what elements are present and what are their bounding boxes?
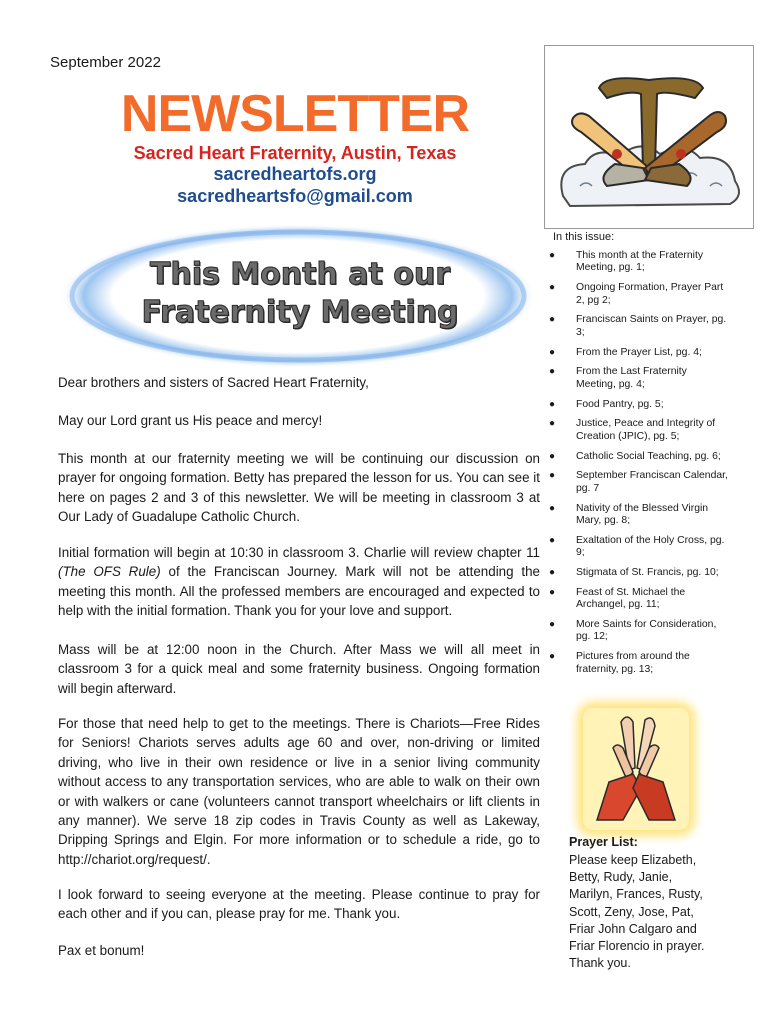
issue-item-text: Pictures from around the fraternity, pg. 13;: [576, 651, 690, 675]
praying-hands-icon: [583, 708, 689, 830]
prayer-list-heading: Prayer List:: [569, 835, 638, 849]
issue-item-text: Nativity of the Blessed Virgin Mary, pg. 8;: [576, 502, 709, 527]
list-item: [549, 250, 729, 275]
list-item: [549, 619, 729, 644]
issue-item-text: Franciscan Saints on Prayer, pg. 3;: [576, 314, 727, 338]
greeting: Dear brothers and sisters of Sacred Heart Fraternity,: [58, 375, 369, 390]
website-link[interactable]: sacredheartofs.org: [213, 164, 377, 184]
paragraph-meeting: This month at our fraternity meeting we will be continuing our discussion on prayer for ongoing formation. Betty has prepared the lesson for us. You can see it here on pages 2 and 3 of this newsletter. We will be meeting in classroom 3 at Our Lady of Guadalupe Catholic Church.: [58, 451, 540, 525]
issue-item-text: September Franciscan Calendar, pg. 7: [576, 470, 728, 494]
list-item: [549, 503, 729, 528]
newsletter-title: NEWSLETTER: [120, 85, 470, 143]
list-item: [549, 282, 729, 307]
email-link[interactable]: sacredheartsfo@gmail.com: [177, 186, 413, 206]
issue-item-text: Stigmata of St. Francis, pg. 10;: [576, 567, 719, 579]
issue-item-text: Exaltation of the Holy Cross, pg. 9;: [576, 534, 725, 559]
prayer-list-text: Please keep Elizabeth, Betty, Rudy, Janie, Marilyn, Frances, Rusty, Scott, Zeny, Jose, Pat, Friar John Calgaro and Friar Florencio in prayer. Thank you.: [569, 853, 705, 971]
list-item: [549, 470, 729, 495]
blessing: May our Lord grant us His peace and mercy!: [58, 413, 323, 428]
issue-item-text: More Saints for Consideration, pg. 12;: [576, 619, 717, 643]
issue-item-text: This month at the Fraternity Meeting, pg. 1;: [576, 250, 704, 274]
bullet-icon: ●: [549, 250, 556, 261]
bullet-icon: ●: [549, 534, 556, 546]
list-item: [549, 587, 729, 612]
bullet-icon: ●: [549, 619, 556, 631]
p2-italic-rule: (The OFS Rule): [58, 564, 161, 580]
in-this-issue-list: [549, 250, 729, 683]
bullet-icon: ●: [549, 450, 556, 462]
paragraph-closing-request: I look forward to seeing everyone at the meeting. Please continue to pray for each other and if you can, please pray for me. Thank you.: [58, 887, 540, 922]
list-item: [549, 451, 729, 463]
issue-item-text: Food Pantry, pg. 5;: [576, 398, 664, 410]
issue-item-text: Feast of St. Michael the Archangel, pg. 11;: [576, 586, 686, 611]
paragraph-initial-formation: [58, 543, 540, 621]
feature-title: This Month at our Fraternity Meeting: [141, 257, 459, 330]
bullet-icon: ●: [549, 567, 556, 579]
issue-item-text: From the Prayer List, pg. 4;: [576, 346, 702, 358]
bullet-icon: ●: [549, 346, 556, 358]
bullet-icon: ●: [549, 651, 556, 663]
franciscan-tau-crossed-arms-icon: [544, 45, 754, 229]
bullet-icon: ●: [549, 366, 556, 378]
bullet-icon: ●: [549, 314, 556, 326]
p2-text-before: Initial formation will begin at 10:30 in classroom 3. Charlie will review chapter 11: [58, 545, 540, 560]
list-item: [549, 535, 729, 560]
bullet-icon: ●: [549, 418, 556, 430]
list-item: [549, 366, 729, 391]
in-this-issue-heading: In this issue:: [553, 231, 615, 243]
paragraph-mass: Mass will be at 12:00 noon in the Church. After Mass we will all meet in classroom 3 for a quick meal and some fraternity business. Ongoing formation will begin afterward.: [58, 642, 540, 696]
bullet-icon: ●: [549, 470, 556, 482]
list-item: [549, 651, 729, 676]
bullet-icon: ●: [549, 282, 556, 294]
bullet-icon: ●: [549, 586, 556, 598]
issue-item-text: Ongoing Formation, Prayer Part 2, pg 2;: [576, 282, 724, 306]
newsletter-date: September 2022: [50, 54, 161, 71]
list-item: [549, 347, 729, 359]
list-item: [549, 399, 729, 411]
p2-text-after: of the Franciscan Journey. Mark will not be attending the meeting this month. All the professed members are encouraged and expected to help with the initial formation. Thank you for your love and support.: [58, 564, 540, 619]
paragraph-chariots: For those that need help to get to the meetings. There is Chariots—Free Rides for Seniors! Chariots serves adults age 60 and over, non-driving or limited driving, who live in their own residence or live in a senior living community without access to any transportation services, who are able to walk on their own or with walkers or cane (volunteers cannot transport wheelchairs or lift clients in any manner). We serve 18 zip codes in Travis County as well as Lakeway, Dripping Springs and Elgin. For more information or to schedule a ride, go to http://chariot.org/request/.: [58, 716, 540, 867]
list-item: [549, 418, 729, 443]
list-item: [549, 314, 729, 339]
fraternity-name: Sacred Heart Fraternity, Austin, Texas: [133, 143, 457, 163]
bullet-icon: ●: [549, 502, 556, 514]
bullet-icon: ●: [549, 398, 556, 410]
issue-item-text: From the Last Fraternity Meeting, pg. 4;: [576, 366, 687, 390]
list-item: [549, 567, 729, 579]
issue-item-text: Justice, Peace and Integrity of Creation (JPIC), pg. 5;: [576, 418, 716, 442]
closing-salutation: Pax et bonum!: [58, 943, 145, 958]
issue-item-text: Catholic Social Teaching, pg. 6;: [576, 450, 721, 462]
